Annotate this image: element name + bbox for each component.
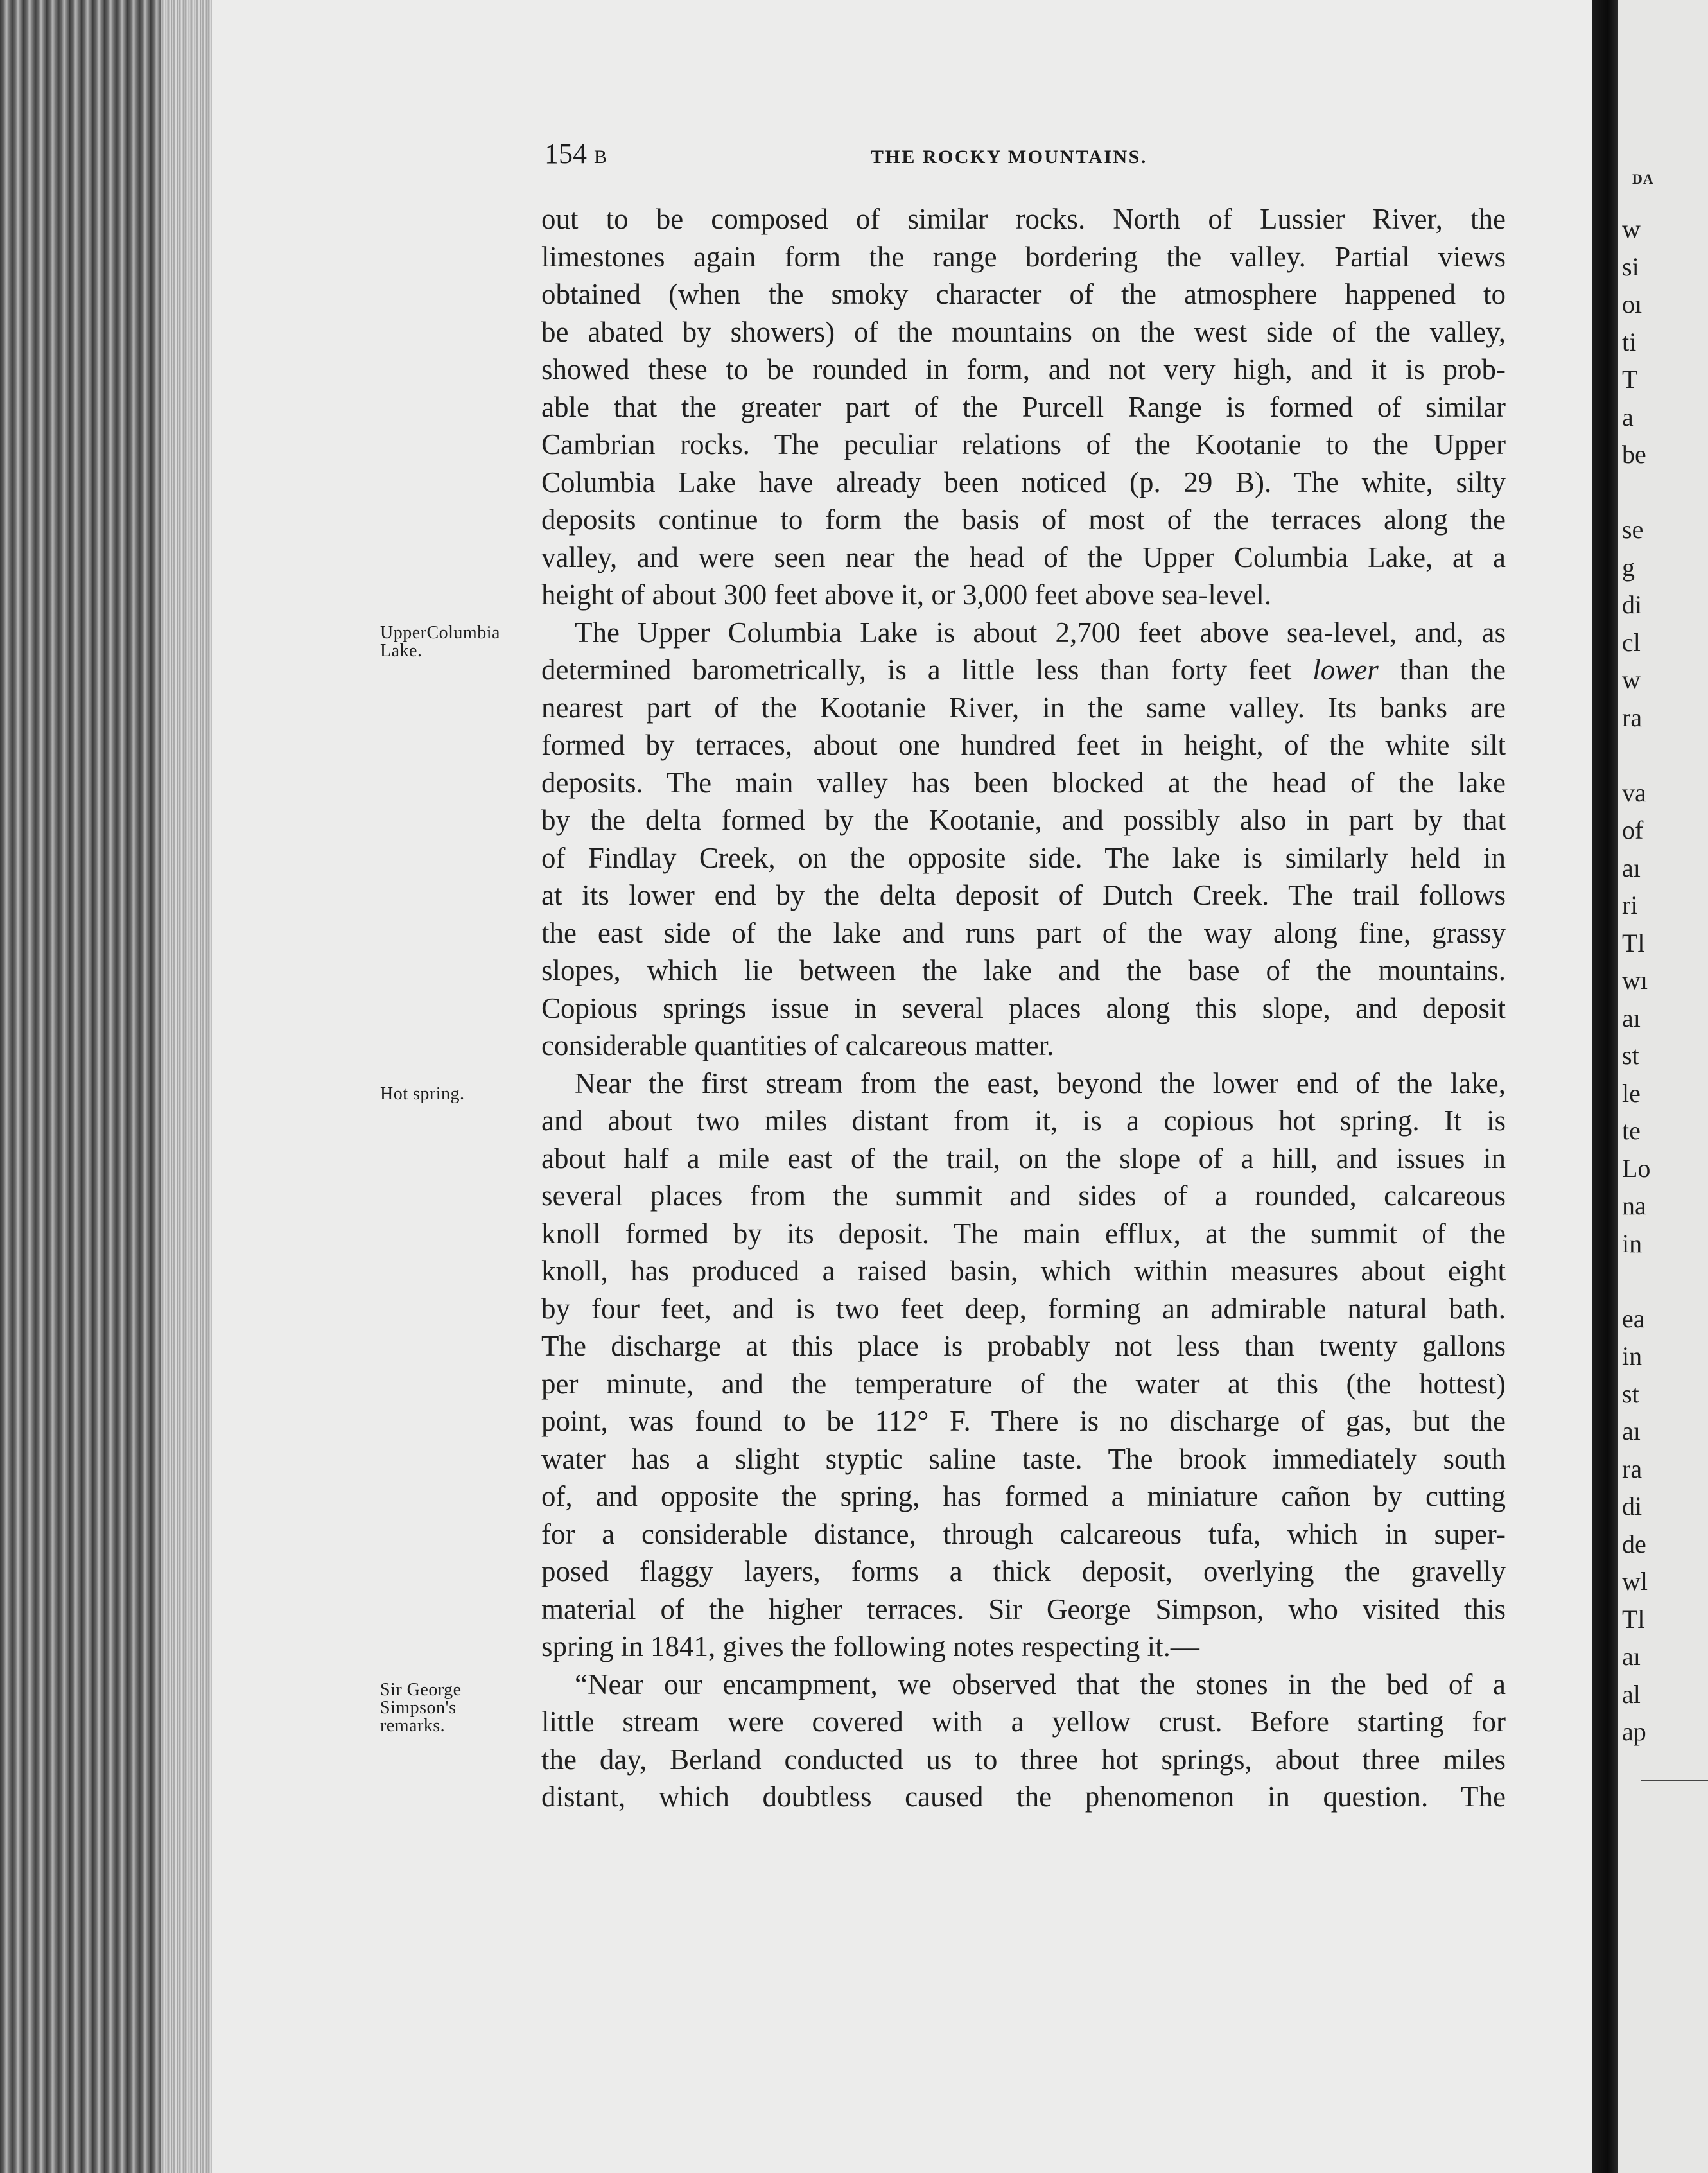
facing-page-fragment: ra <box>1622 1454 1643 1483</box>
text-line: Copious springs issue in several places along this slope, and deposit <box>541 991 1506 1024</box>
text-line: and about two miles distant from it, is a copious hot spring. It is <box>541 1104 1506 1137</box>
text-run: determined barometrically, is a little less than forty feet <box>541 654 1292 686</box>
facing-page-fragment: Lo <box>1622 1153 1651 1183</box>
text-line: Cambrian rocks. The peculiar relations of the Kootanie to the Upper <box>541 428 1506 460</box>
text-line: Near the first stream from the east, beyond the lower end of the lake, <box>575 1067 1506 1099</box>
facing-page-fragment: T <box>1622 365 1638 394</box>
margin-note-line: Hot spring. <box>380 1084 465 1104</box>
facing-page-fragment: te <box>1622 1116 1641 1145</box>
text-line: Columbia Lake have already been noticed (p. 29 B). The white, silty <box>541 466 1506 498</box>
text-line: “Near our encampment, we observed that the stones in the bed of a <box>575 1668 1506 1700</box>
text-line: the day, Berland conducted us to three hot springs, about three miles <box>541 1743 1506 1776</box>
text-line: material of the higher terraces. Sir George Simpson, who visited this <box>541 1593 1506 1625</box>
text-line: height of about 300 feet above it, or 3,000 feet above sea-level. <box>541 579 1272 611</box>
margin-note-simpson-remarks <box>380 1681 462 1735</box>
facing-page-fragment: si <box>1622 252 1639 281</box>
text-line: able that the greater part of the Purcell Range is formed of similar <box>541 390 1506 423</box>
margin-note-line: Simpson's <box>380 1698 457 1718</box>
body-text <box>541 200 1506 1816</box>
facing-page-fragment: aı <box>1622 1003 1641 1033</box>
page-gutter <box>1592 0 1618 2173</box>
text-line: formed by terraces, about one hundred feet in height, of the white silt <box>541 729 1506 761</box>
facing-page-fragment: aı <box>1622 1417 1641 1445</box>
text-line: showed these to be rounded in form, and not very high, and it is prob- <box>541 353 1506 385</box>
text-line: distant, which doubtless caused the phenomenon in question. The <box>541 1781 1506 1813</box>
text-line: water has a slight styptic saline taste. The brook immediately south <box>541 1442 1506 1475</box>
italic-word: lower <box>1312 654 1379 686</box>
page-number <box>545 137 607 170</box>
facing-page-fragment: w <box>1622 665 1641 694</box>
text-line: by the delta formed by the Kootanie, and possibly also in part by that <box>541 804 1506 836</box>
facing-page-fragment: w <box>1622 214 1641 243</box>
margin-note-line: Sir George <box>380 1680 462 1700</box>
facing-page-fragment: ea <box>1622 1304 1645 1333</box>
text-line: several places from the summit and sides of a rounded, calcareous <box>541 1180 1506 1212</box>
text-line: knoll, has produced a raised basin, which within measures about eight <box>541 1255 1506 1287</box>
text-line: by four feet, and is two feet deep, forming an admirable natural bath. <box>541 1292 1506 1325</box>
text-line: nearest part of the Kootanie River, in the same valley. Its banks are <box>541 691 1506 724</box>
facing-page-fragment: Tl <box>1622 1604 1645 1634</box>
text-line: point, was found to be 112° F. There is no discharge of gas, but the <box>541 1405 1506 1437</box>
margin-note-line: remarks. <box>380 1716 446 1736</box>
text-line: of Findlay Creek, on the opposite side. The lake is similarly held in <box>541 841 1506 874</box>
text-line: deposits continue to form the basis of most of the terraces along the <box>541 503 1506 536</box>
text-line: considerable quantities of calcareous matter. <box>541 1029 1054 1061</box>
facing-page-fragment <box>1622 1262 1705 1300</box>
page-stack-edge <box>161 0 212 2173</box>
text-line: per minute, and the temperature of the water at this (the hottest) <box>541 1367 1506 1400</box>
text-line: of, and opposite the spring, has formed a miniature cañon by cutting <box>541 1480 1506 1512</box>
text-line: for a considerable distance, through calcareous tufa, which in super- <box>541 1517 1506 1550</box>
facing-page-fragment: di <box>1622 1492 1643 1521</box>
text-run: than the <box>1399 654 1506 686</box>
facing-page-fragment: cl <box>1622 627 1641 657</box>
folio-number: 154 <box>545 138 587 170</box>
facing-page-fragment <box>1622 737 1705 774</box>
facing-page-fragment: st <box>1622 1041 1639 1070</box>
facing-page-fragment: a <box>1622 402 1634 432</box>
facing-page-fragment: di <box>1622 590 1643 619</box>
margin-note-upper-columbia-lake <box>380 624 500 660</box>
facing-page-fragment: wl <box>1622 1567 1648 1596</box>
text-line: valley, and were seen near the head of the Upper Columbia Lake, at a <box>541 541 1506 573</box>
facing-page-fragment: aı <box>1622 1642 1641 1671</box>
facing-page-fragment: be <box>1622 440 1646 469</box>
text-line: The Upper Columbia Lake is about 2,700 feet above sea-level, and, as <box>575 616 1506 649</box>
facing-page-fragment: Tl <box>1622 928 1645 957</box>
margin-note-hot-spring <box>380 1085 465 1103</box>
facing-page-fragment: oı <box>1622 290 1643 319</box>
facing-page-fragment: ap <box>1622 1717 1646 1746</box>
facing-page-fragment <box>1622 474 1705 512</box>
text-line: the east side of the lake and runs part of the way along fine, grassy <box>541 916 1506 949</box>
facing-page-fragment: in <box>1622 1228 1643 1258</box>
facing-page-rule <box>1641 1780 1708 1781</box>
text-line: posed flaggy layers, forms a thick deposit, overlying the gravelly <box>541 1555 1506 1587</box>
facing-page-fragment: st <box>1622 1379 1639 1408</box>
text-line: out to be composed of similar rocks. North of Lussier River, the <box>541 203 1506 235</box>
running-head-title: THE ROCKY MOUNTAINS. <box>871 146 1147 168</box>
text-line: little stream were covered with a yellow crust. Before starting for <box>541 1706 1506 1738</box>
text-line: deposits. The main valley has been blocked at the head of the lake <box>541 766 1506 799</box>
text-line: spring in 1841, gives the following notes respecting it.— <box>541 1630 1199 1662</box>
facing-page-fragment: va <box>1622 778 1646 807</box>
facing-page-fragment: le <box>1622 1078 1641 1108</box>
facing-page-fragment: se <box>1622 515 1644 544</box>
facing-page-fragment: aı <box>1622 853 1641 882</box>
facing-page-fragment: de <box>1622 1529 1646 1558</box>
text-line: be abated by showers) of the mountains on the west side of the valley, <box>541 315 1506 348</box>
text-line-mixed <box>541 651 1506 689</box>
text-line: knoll formed by its deposit. The main efflux, at the summit of the <box>541 1217 1506 1250</box>
text-line: The discharge at this place is probably not less than twenty gallons <box>541 1330 1506 1362</box>
facing-page-fragment: na <box>1622 1191 1646 1220</box>
margin-note-line: Lake. <box>380 641 423 661</box>
facing-page <box>1618 0 1708 2173</box>
facing-page-fragment: of <box>1622 816 1644 844</box>
margin-note-line: UpperColumbia <box>380 623 500 643</box>
text-line: obtained (when the smoky character of the atmosphere happened to <box>541 278 1506 310</box>
facing-page-fragment: in <box>1622 1341 1643 1370</box>
text-line: limestones again form the range bordering the valley. Partial views <box>541 240 1506 273</box>
facing-page-fragment: g <box>1622 552 1635 582</box>
facing-page-fragment: ri <box>1622 891 1638 920</box>
text-line: about half a mile east of the trail, on the slope of a hill, and issues in <box>541 1142 1506 1174</box>
facing-page-head: DA <box>1632 171 1654 187</box>
text-line: slopes, which lie between the lake and the base of the mountains. <box>541 954 1506 986</box>
facing-page-text <box>1622 211 1705 1751</box>
text-line: at its lower end by the delta deposit of Dutch Creek. The trail follows <box>541 879 1506 911</box>
facing-page-fragment: ti <box>1622 327 1637 356</box>
facing-page-fragment: al <box>1622 1679 1641 1709</box>
facing-page-fragment: ra <box>1622 703 1643 732</box>
folio-suffix: B <box>594 146 608 168</box>
facing-page-fragment: wı <box>1622 966 1648 995</box>
